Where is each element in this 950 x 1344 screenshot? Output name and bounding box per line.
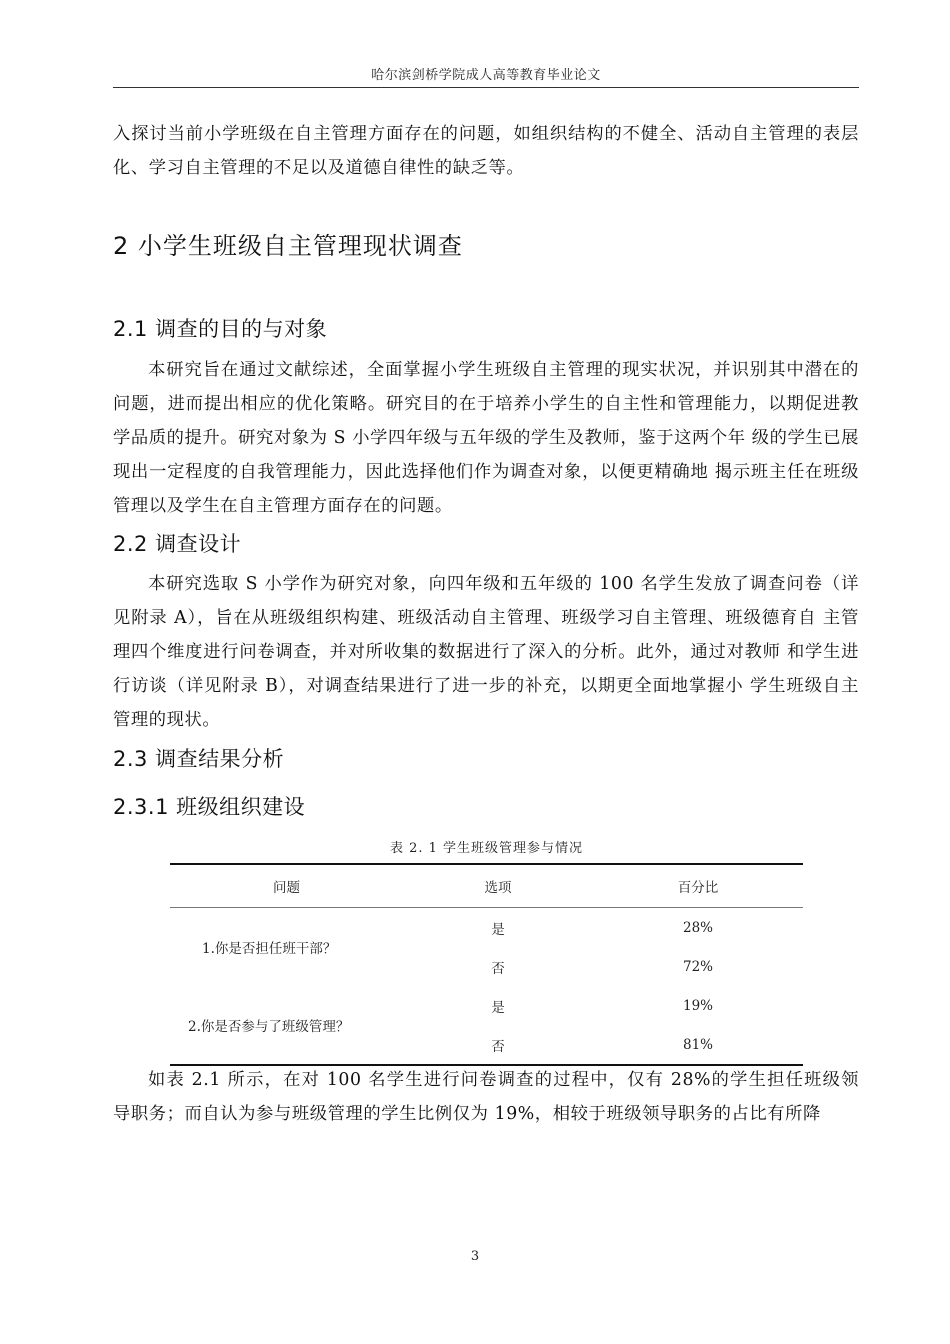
- section-heading-2-3: 2.3 调查结果分析: [113, 747, 285, 771]
- section-2-2-paragraph: 本研究选取 S 小学作为研究对象，向四年级和五年级的 100 名学生发放了调查问卷（详 见附录 A），旨在从班级组织构建、班级活动自主管理、班级学习自主管理、班级德育自 主管理四个维度进行问卷调查，并对所收集的数据进行了深入的分析。此外，通过对教师 和学生进行访谈（详见附录 B），对调查结果进行了进一步的补充，以期更全面地掌握小 学生班级自主管理的现状。: [113, 574, 859, 730]
- section-2-1-paragraph: 本研究旨在通过文献综述，全面掌握小学生班级自主管理的现实状况，并识别其中潜在的问题，进而提出相应的优化策略。研究目的在于培养小学生的自主性和管理能力，以期促进教学品质的提升。研究对象为 S 小学四年级与五年级的学生及教师，鉴于这两个年 级的学生已展现出一定程度的自我管理能力，因此选择他们作为调查对象，以便更精确地 揭示班主任在班级管理以及学生在自主管理方面存在的问题。: [113, 360, 859, 516]
- table-row: [170, 986, 803, 1025]
- running-header: 哈尔滨剑桥学院成人高等教育毕业论文: [371, 68, 601, 83]
- percent-cell: 81%: [683, 1036, 714, 1053]
- percent-cell: 28%: [683, 919, 714, 936]
- column-header-question: 问题: [273, 880, 300, 896]
- section-heading-2: 2 小学生班级自主管理现状调查: [113, 232, 463, 260]
- table-caption: 表 2. 1 学生班级管理参与情况: [389, 841, 584, 856]
- participation-table: [170, 863, 803, 1066]
- section-heading-2-2: 2.2 调查设计: [113, 532, 242, 556]
- option-cell: 否: [491, 1038, 505, 1055]
- table-header-row: [170, 864, 803, 908]
- table-analysis-paragraph: 如表 2.1 所示，在对 100 名学生进行问卷调查的过程中，仅有 28%的学生担任班级领 导职务；而自认为参与班级管理的学生比例仅为 19%，相较于班级领导职务的占比有所降: [113, 1070, 859, 1124]
- header-rule: [113, 87, 859, 88]
- page-number: 3: [470, 1249, 480, 1264]
- percent-cell: 19%: [683, 997, 714, 1014]
- question-cell: 2.你是否参与了班级管理？: [188, 1019, 350, 1035]
- option-cell: 否: [491, 960, 505, 977]
- section-heading-2-1: 2.1 调查的目的与对象: [113, 317, 328, 341]
- column-header-option: 选项: [484, 880, 512, 896]
- section-heading-2-3-1: 2.3.1 班级组织建设: [113, 795, 306, 819]
- question-cell: 1.你是否担任班干部？: [202, 941, 337, 957]
- table-row: [170, 908, 803, 948]
- option-cell: 是: [491, 921, 505, 938]
- intro-paragraph: 入探讨当前小学班级在自主管理方面存在的问题，如组织结构的不健全、活动自主管理的表层化、学习自主管理的不足以及道德自律性的缺乏等。: [113, 124, 859, 178]
- option-cell: 是: [491, 999, 505, 1016]
- column-header-percent: 百分比: [677, 880, 719, 896]
- percent-cell: 72%: [683, 958, 714, 975]
